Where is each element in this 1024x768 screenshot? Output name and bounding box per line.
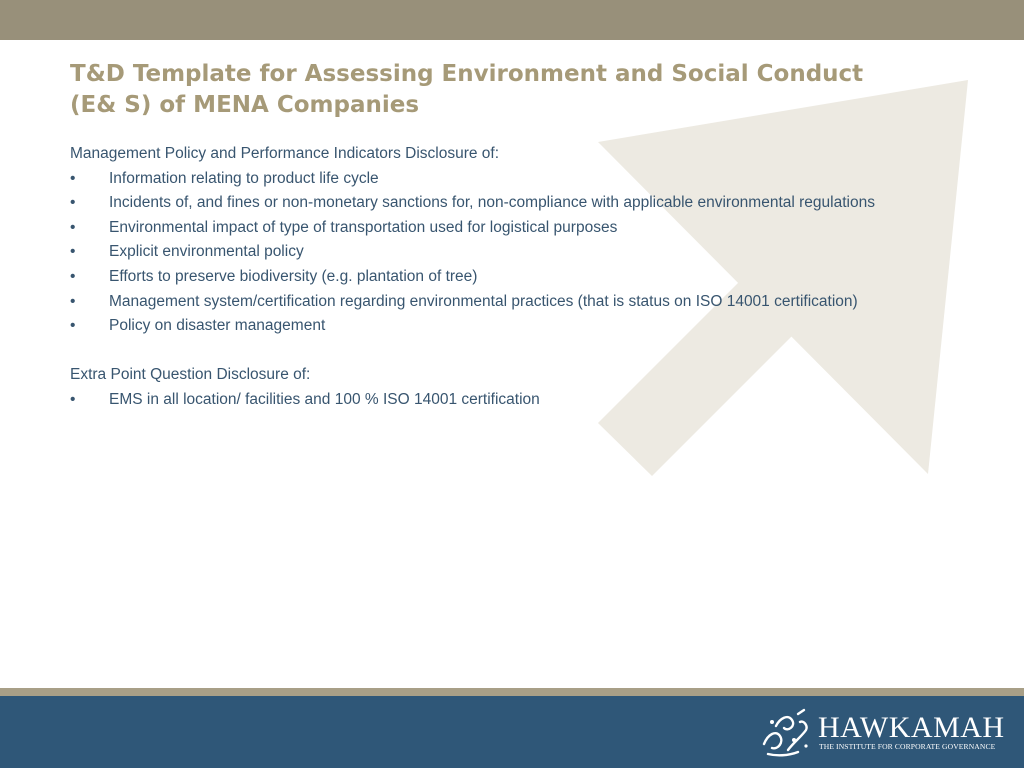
list-item-text: Information relating to product life cycle: [109, 169, 379, 187]
list-item-text: Environmental impact of type of transportation used for logistical purposes: [109, 218, 618, 236]
bullet-icon: •: [70, 292, 76, 310]
bullet-icon: •: [70, 390, 76, 408]
slide-title-line-2: (E& S) of MENA Companies: [70, 92, 420, 118]
slide-title: [70, 59, 970, 121]
list-item: [70, 191, 970, 216]
section-heading-extra-point: Extra Point Question Disclosure of:: [70, 366, 311, 384]
hawkamah-logo-tagline: THE INSTITUTE FOR CORPORATE GOVERNANCE: [819, 742, 996, 751]
list-item-text: EMS in all location/ facilities and 100 % ISO 14001 certification: [109, 390, 540, 408]
list-item-text: Management system/certification regarding environmental practices (that is status on ISO 14001 certification): [109, 292, 858, 310]
bullet-icon: •: [70, 243, 76, 261]
slide-body: [70, 142, 970, 413]
list-item: [70, 167, 970, 192]
slide-title-line-1: T&D Template for Assessing Environment and Social Conduct: [70, 61, 864, 87]
list-item: [70, 314, 970, 339]
list-item: [70, 388, 970, 413]
list-item: [70, 240, 970, 265]
section-spacer: [70, 339, 970, 364]
section-heading-management-policy: Management Policy and Performance Indicators Disclosure of:: [70, 145, 500, 162]
bullet-icon: •: [70, 194, 76, 212]
footer-divider: [0, 688, 1024, 696]
list-item-text: Policy on disaster management: [109, 317, 326, 335]
hawkamah-logo-wordmark: HAWKAMAH: [818, 711, 1005, 744]
bullet-icon: •: [70, 169, 76, 187]
bullet-icon: •: [70, 267, 76, 285]
bullet-icon: •: [70, 317, 76, 335]
list-item-text: Efforts to preserve biodiversity (e.g. plantation of tree): [109, 267, 478, 285]
list-item: [70, 265, 970, 290]
list-item: [70, 290, 970, 315]
bullet-icon: •: [70, 218, 76, 236]
list-item: [70, 216, 970, 241]
list-item-text: Explicit environmental policy: [109, 243, 304, 261]
list-item-text: Incidents of, and fines or non-monetary sanctions for, non-compliance with applicable environmental regulations: [109, 194, 875, 212]
